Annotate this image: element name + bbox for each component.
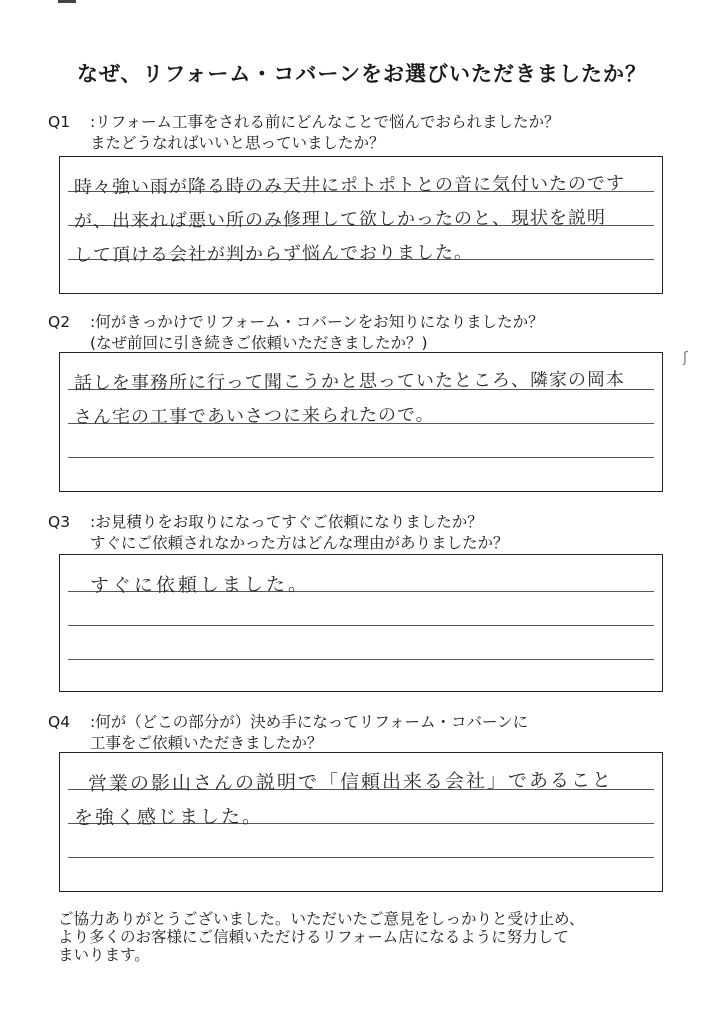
answer-box-4 bbox=[59, 752, 663, 892]
question-2 bbox=[48, 312, 544, 354]
question-text-line: :お見積りをお取りになってすぐご依頼になりましたか？ bbox=[90, 513, 483, 531]
ruled-line bbox=[68, 457, 654, 458]
answer-box-3 bbox=[59, 554, 663, 692]
ruled-line bbox=[68, 857, 654, 858]
question-1 bbox=[48, 112, 559, 154]
handwritten-answer-line: さん宅の工事であいさつに来られたので。 bbox=[73, 404, 435, 429]
closing-line: より多くのお客様にご信頼いただけるリフォーム店になるように努力して bbox=[58, 928, 569, 946]
question-text-line: :リフォーム工事をされる前にどんなことで悩んでおられましたか？ bbox=[90, 113, 560, 131]
answer-box-1 bbox=[59, 156, 663, 294]
question-number: Q3 bbox=[48, 513, 71, 531]
question-number: Q2 bbox=[48, 313, 71, 331]
question-text-line: :何が（どこの部分が）決め手になってリフォーム・コバーンに bbox=[90, 713, 529, 731]
closing-line: まいります。 bbox=[58, 946, 150, 964]
handwritten-answer-line: を強く感じました。 bbox=[73, 805, 264, 830]
question-number: Q1 bbox=[48, 113, 71, 131]
handwritten-answer-line: 話しを事務所に行って聞こうかと思っていたところ、隣家の岡本 bbox=[73, 369, 626, 395]
question-text-line: 工事をご依頼いただきましたか？ bbox=[90, 734, 323, 752]
scan-mark bbox=[58, 0, 76, 3]
handwritten-answer-line: 営業の影山さんの説明で「信頼出来る会社」であること bbox=[87, 769, 614, 795]
question-4 bbox=[48, 712, 528, 754]
answer-box-2 bbox=[59, 352, 663, 492]
handwritten-answer-line: 時々強い雨が降る時のみ天井にポトポトとの音に気付いたのです bbox=[73, 173, 626, 199]
question-3 bbox=[48, 512, 509, 554]
question-text-line: :何がきっかけでリフォーム・コバーンをお知りになりましたか？ bbox=[90, 313, 544, 331]
question-text-line: すぐにご依頼されなかった方はどんな理由がありましたか？ bbox=[90, 534, 509, 552]
ruled-line bbox=[68, 659, 654, 660]
ruled-line bbox=[68, 625, 654, 626]
stray-mark: ʃ bbox=[683, 350, 688, 366]
question-number: Q4 bbox=[48, 713, 71, 731]
handwritten-answer-line: して頂ける会社が判からず悩んでおりました。 bbox=[73, 242, 474, 267]
question-text-line: (なぜ前回に引き続きご依頼いただきましたか？) bbox=[90, 334, 428, 352]
closing-message bbox=[58, 910, 678, 964]
page-title: なぜ、リフォーム・コバーンをお選びいただきましたか？ bbox=[77, 62, 647, 86]
handwritten-answer-line: が、出来れば悪い所のみ修理して欲しかったのと、現状を説明 bbox=[73, 207, 607, 233]
handwritten-answer-line: すぐに依頼しました。 bbox=[89, 573, 311, 597]
closing-line: ご協力ありがとうございました。いただいたご意見をしっかりと受け止め、 bbox=[58, 910, 585, 928]
question-text-line: またどうなればいいと思っていましたか？ bbox=[90, 134, 385, 152]
